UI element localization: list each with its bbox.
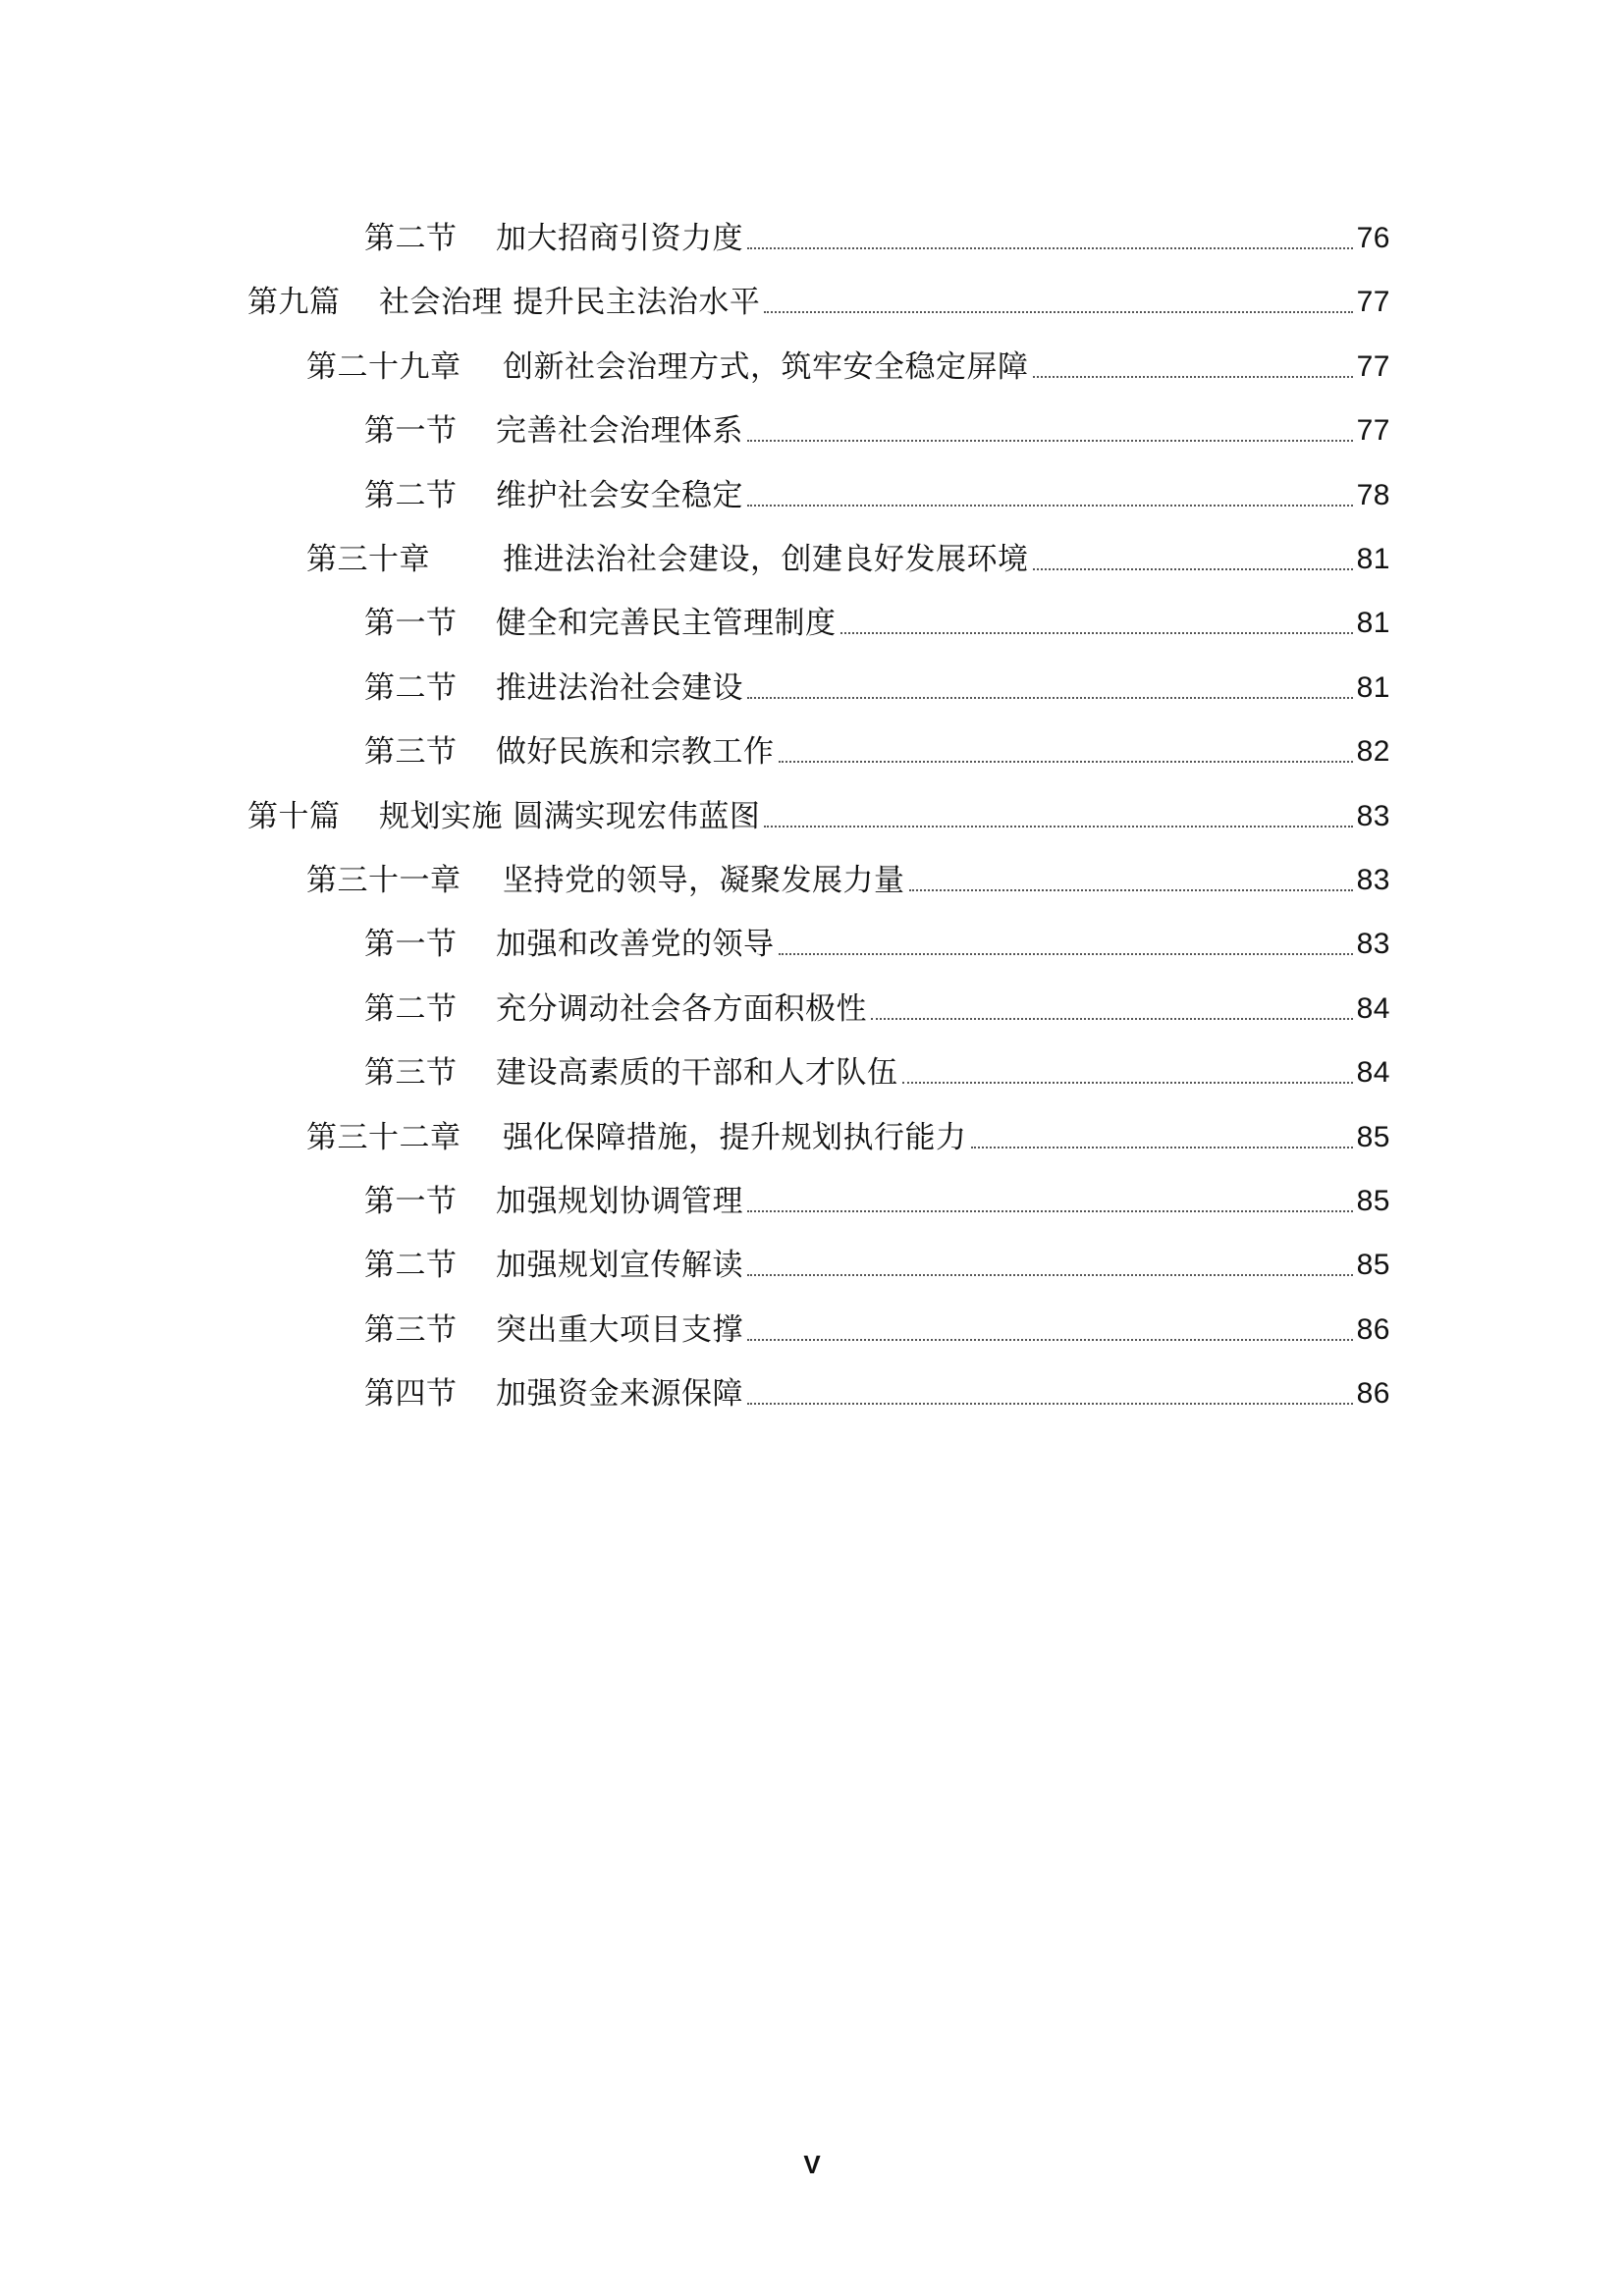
entry-page-number: 81 [1356, 543, 1390, 575]
dot-leader [747, 1403, 1353, 1405]
dot-leader [764, 311, 1352, 313]
dot-leader [747, 440, 1353, 442]
toc-entry[interactable] [364, 394, 1390, 453]
entry-page-number: 81 [1356, 671, 1390, 704]
entry-title: 强化保障措施，提升规划执行能力 [503, 1120, 967, 1155]
entry-label: 第三十一章 [306, 863, 461, 898]
entry-title: 推进法治社会建设，创建良好发展环境 [503, 542, 1029, 577]
toc-entry[interactable] [364, 1228, 1390, 1287]
dot-leader [871, 1018, 1353, 1020]
entry-title: 加强和改善党的领导 [496, 927, 775, 962]
entry-page-number: 85 [1356, 1185, 1390, 1217]
entry-label: 第二节 [364, 991, 458, 1027]
entry-label: 第九篇 [247, 285, 341, 320]
entry-title: 加强规划宣传解读 [496, 1248, 743, 1283]
dot-leader [902, 1082, 1353, 1084]
entry-label: 第三十二章 [306, 1120, 461, 1155]
entry-title: 加强资金来源保障 [496, 1376, 743, 1412]
dot-leader [971, 1147, 1353, 1148]
dot-leader [747, 505, 1353, 507]
entry-title: 建设高素质的干部和人才队伍 [496, 1055, 898, 1091]
entry-label: 第二节 [364, 670, 458, 706]
entry-label: 第三节 [364, 734, 458, 770]
entry-page-number: 85 [1356, 1249, 1390, 1281]
toc-entry[interactable] [306, 1100, 1390, 1159]
entry-title: 健全和完善民主管理制度 [496, 606, 837, 641]
toc-entry[interactable] [306, 843, 1390, 902]
dot-leader [840, 632, 1353, 634]
entry-title: 创新社会治理方式，筑牢安全稳定屏障 [503, 349, 1029, 385]
entry-page-number: 82 [1356, 735, 1390, 768]
toc-entry[interactable] [364, 1293, 1390, 1352]
entry-title: 社会治理 提升民主法治水平 [379, 285, 761, 320]
entry-label: 第二节 [364, 1248, 458, 1283]
toc-entry[interactable] [247, 265, 1390, 324]
dot-leader [747, 1210, 1353, 1212]
dot-leader [779, 953, 1353, 955]
entry-label: 第三节 [364, 1312, 458, 1348]
entry-label: 第一节 [364, 606, 458, 641]
entry-label: 第三十章 [306, 542, 430, 577]
dot-leader [1033, 568, 1353, 570]
entry-title: 维护社会安全稳定 [496, 478, 743, 513]
footer-page-number: V [803, 2150, 821, 2179]
entry-label: 第一节 [364, 413, 458, 449]
entry-page-number: 84 [1356, 992, 1390, 1025]
entry-page-number: 85 [1356, 1121, 1390, 1153]
dot-leader [747, 1274, 1353, 1276]
entry-title: 加强规划协调管理 [496, 1184, 743, 1219]
toc-entry[interactable] [364, 651, 1390, 710]
entry-label: 第四节 [364, 1376, 458, 1412]
entry-page-number: 77 [1356, 286, 1390, 318]
entry-page-number: 86 [1356, 1313, 1390, 1346]
entry-page-number: 77 [1356, 350, 1390, 383]
entry-label: 第二节 [364, 478, 458, 513]
dot-leader [764, 826, 1352, 828]
entry-title: 完善社会治理体系 [496, 413, 743, 449]
entry-title: 突出重大项目支撑 [496, 1312, 743, 1348]
toc-entry[interactable] [364, 201, 1390, 260]
entry-page-number: 77 [1356, 414, 1390, 447]
entry-label: 第三节 [364, 1055, 458, 1091]
entry-title: 推进法治社会建设 [496, 670, 743, 706]
entry-title: 充分调动社会各方面积极性 [496, 991, 867, 1027]
toc-entry[interactable] [306, 522, 1390, 581]
toc-entry[interactable] [247, 779, 1390, 838]
entry-page-number: 83 [1356, 928, 1390, 960]
entry-label: 第二节 [364, 221, 458, 256]
entry-page-number: 78 [1356, 479, 1390, 511]
toc-entry[interactable] [364, 1036, 1390, 1095]
entry-title: 加大招商引资力度 [496, 221, 743, 256]
entry-label: 第二十九章 [306, 349, 461, 385]
toc-entry[interactable] [364, 458, 1390, 517]
toc-entry[interactable] [364, 1357, 1390, 1415]
dot-leader [747, 247, 1353, 249]
entry-label: 第一节 [364, 1184, 458, 1219]
dot-leader [747, 697, 1353, 699]
entry-title: 做好民族和宗教工作 [496, 734, 775, 770]
entry-title: 坚持党的领导，凝聚发展力量 [503, 863, 905, 898]
entry-page-number: 83 [1356, 800, 1390, 832]
entry-page-number: 86 [1356, 1377, 1390, 1410]
entry-label: 第一节 [364, 927, 458, 962]
dot-leader [909, 889, 1353, 891]
entry-page-number: 84 [1356, 1056, 1390, 1089]
dot-leader [1033, 376, 1353, 378]
entry-title: 规划实施 圆满实现宏伟蓝图 [379, 799, 761, 834]
toc-entry[interactable] [364, 972, 1390, 1031]
toc-entry[interactable] [364, 715, 1390, 774]
toc-entry[interactable] [306, 330, 1390, 389]
entry-label: 第十篇 [247, 799, 341, 834]
dot-leader [779, 761, 1353, 763]
toc-entry[interactable] [364, 1164, 1390, 1223]
toc-entry[interactable] [364, 907, 1390, 966]
entry-page-number: 83 [1356, 864, 1390, 896]
dot-leader [747, 1339, 1353, 1341]
entry-page-number: 81 [1356, 607, 1390, 639]
entry-page-number: 76 [1356, 222, 1390, 254]
toc-entry[interactable] [364, 586, 1390, 645]
